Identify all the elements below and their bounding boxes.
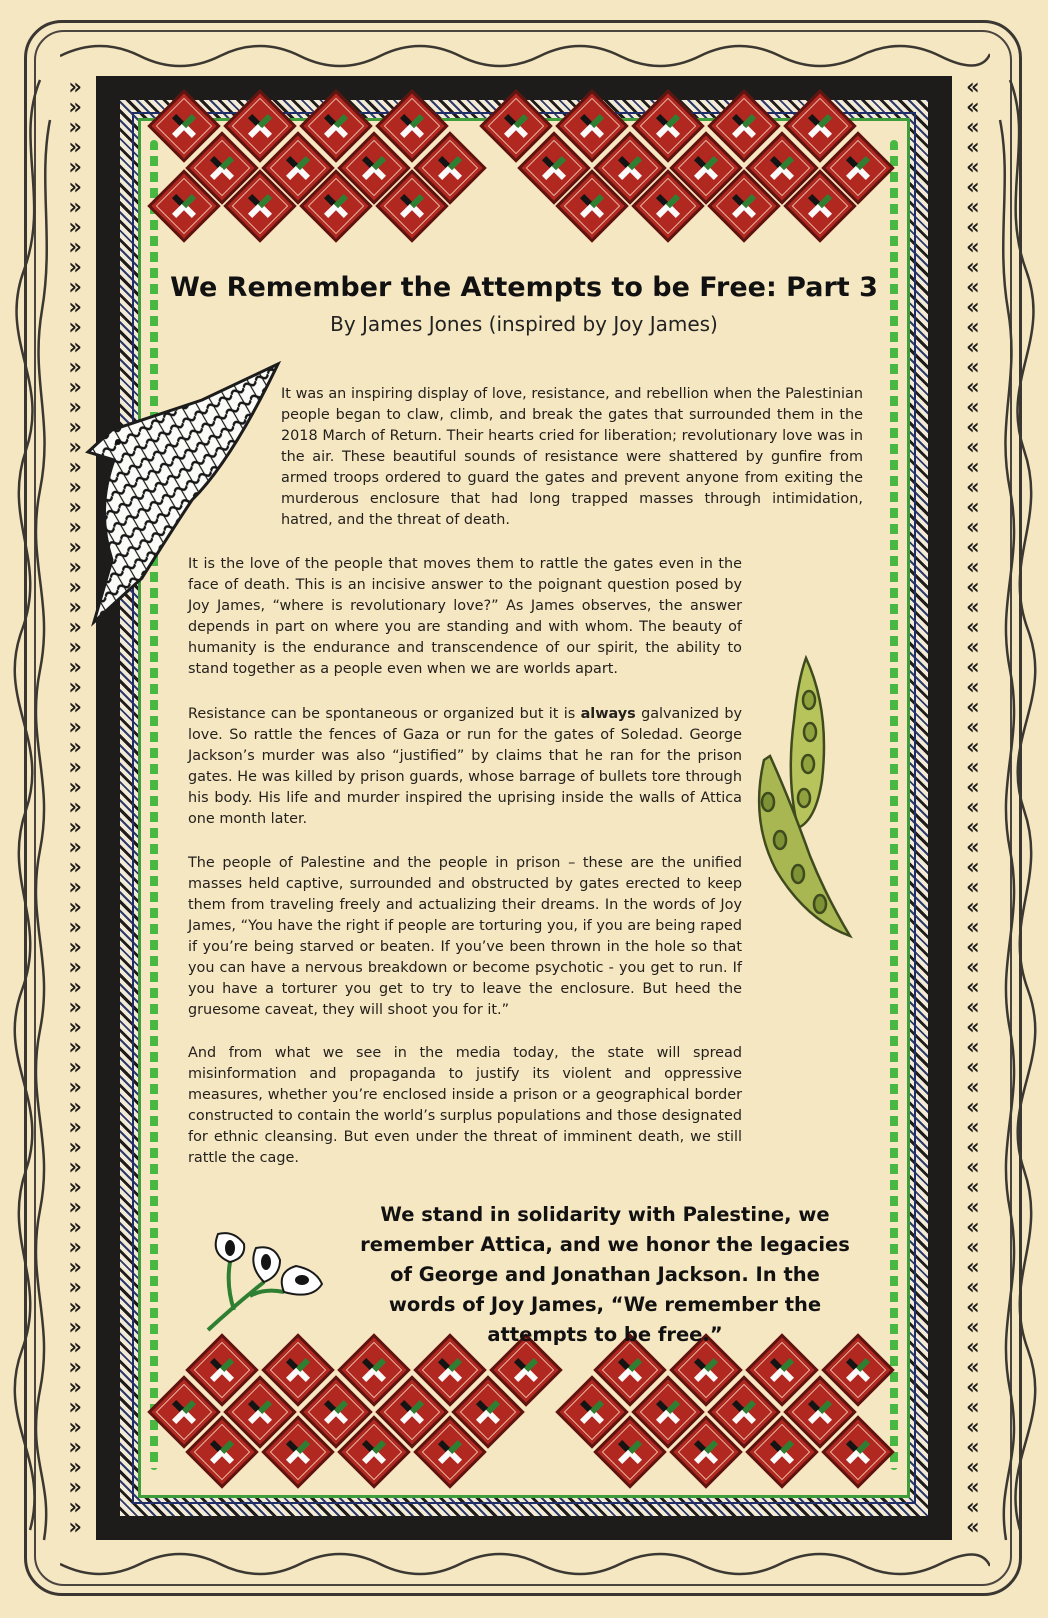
- top-tatreez-diamonds: [150, 80, 890, 230]
- article-byline: By James Jones (inspired by Joy James): [330, 312, 718, 336]
- paragraph-1: It was an inspiring display of love, resistance, and rebellion when the Palestinian people began to claw, climb, and break the gates that surrounded them in the 2018 March of Return. Their hearts cried for liberation; revolutionary love was in the air. These beautiful sounds of resistance were shattered by gunfire from armed troops ordered to guard the gates and prevent anyone from exiting the murderous enclosure that had long trapped masses through intimidation, hatred, and the threat of death.: [281, 386, 863, 528]
- left-margin-squiggles: [10, 60, 56, 1560]
- closing-statement: We stand in solidarity with Palestine, we remember Attica, and we honor the legacies of George and Jonathan Jackson. In the words of Joy James, “We remember the attempts to be free.”: [360, 1203, 850, 1346]
- bottom-tatreez-diamonds: [150, 1330, 890, 1480]
- left-vine: [150, 140, 158, 1470]
- bottom-margin-waves: [60, 1544, 990, 1584]
- left-chevron-column: » » » » » » » » » » » » » » » » » » » » » » » » » » » » » » » » » » » » » » » » » » » » » » » » » » » » » » » » » » » » » » » » » » » » » » » » »: [68, 78, 80, 1538]
- white-flowers-icon: [204, 1226, 334, 1336]
- paragraph-3-emphasis: always: [580, 706, 636, 722]
- paragraph-3-start: Resistance can be spontaneous or organized but it is: [188, 706, 581, 722]
- top-margin-waves: [60, 36, 990, 76]
- paragraph-4: The people of Palestine and the people in prison – these are the unified masses held captive, surrounded and obstructed by gates erected to keep them from traveling freely and actualizing their dreams. In the words of Joy James, “You have the right if people are torturing you, if you are being raped if you’re being starved or beaten. If you’ve been thrown in the hole so that you can have a nervous breakdown or become psychotic - you get to run. If you have a torturer you get to try to leave the enclosure. But heed the gruesome caveat, they will shoot you for it.”: [188, 855, 742, 1018]
- right-vine: [890, 140, 898, 1470]
- right-margin-squiggles: [994, 60, 1040, 1560]
- paragraph-3-end: galvanized by love. So rattle the fences of Gaza or run for the gates of Soledad. George Jackson’s murder was also “justified” by claims that he ran for the prison gates. He was killed by prison guards, whose barrage of bullets tore through his body. His life and murder inspired the uprising inside the walls of Attica one month later.: [188, 706, 743, 827]
- paragraph-5: And from what we see in the media today, the state will spread misinformation and propaganda to justify its violent and oppressive measures, whether you’re enclosed inside a prison or a geographical border constructed to contain the world’s surplus populations and those designated for ethnic cleansing. But even under the threat of imminent death, we still rattle the cage.: [188, 1045, 742, 1166]
- right-chevron-column: « « « « « « « « « « « « « « « « « « « « « « « « « « « « « « « « « « « « « « « « « « « « « « « « « « « « « « « « « « « « « « « « « « « « « « « « «: [966, 78, 978, 1538]
- paragraph-2: It is the love of the people that moves them to rattle the gates even in the face of death. This is an incisive answer to the poignant question posed by Joy James, “where is revolutionary love?” As James observes, the answer depends in part on where you are standing and with whom. The beauty of humanity is the endurance and transcendence of our spirit, the ability to stand together as a people even when we are worlds apart.: [188, 556, 742, 677]
- article-title: We Remember the Attempts to be Free: Part 3: [170, 272, 878, 303]
- paragraph-3: [188, 704, 742, 830]
- fava-bean-pods-icon: [746, 650, 856, 950]
